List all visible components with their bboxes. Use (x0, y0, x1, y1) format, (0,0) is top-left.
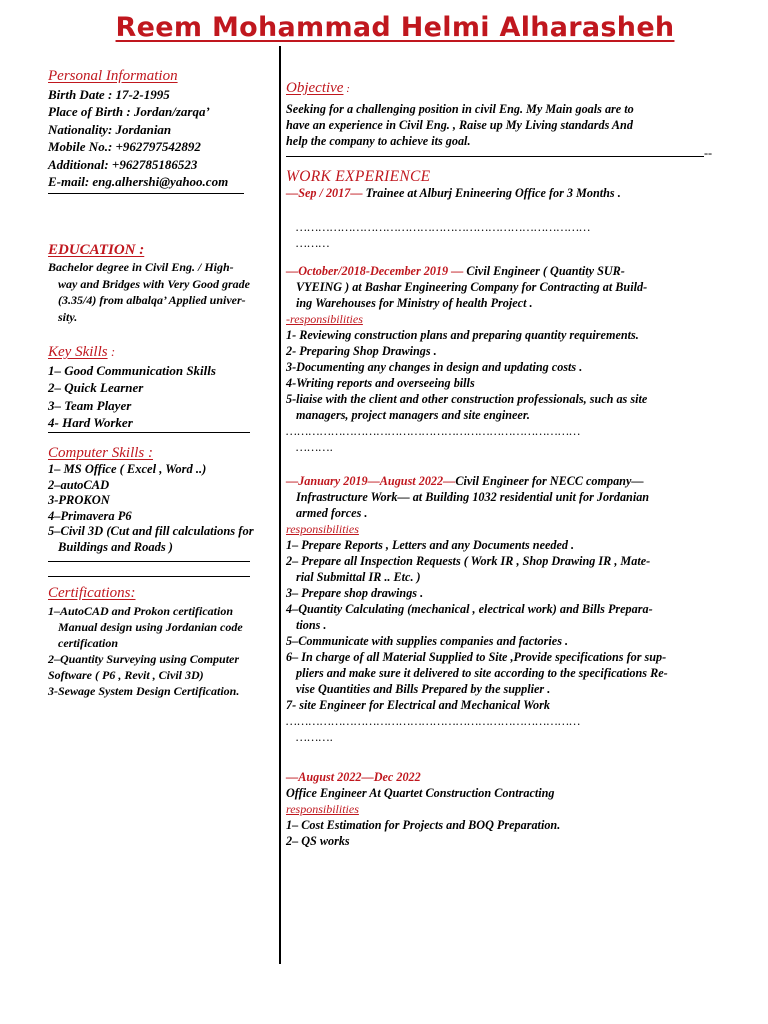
responsibility-item: 1– Cost Estimation for Projects and BOQ Preparation. (286, 818, 561, 832)
job-quartet-period: —August 2022—Dec 2022 (286, 770, 421, 784)
computer-skill-item: 1– MS Office ( Excel , Word ..) (48, 462, 207, 476)
responsibility-item: rial Submittal IR .. Etc. ) (296, 570, 421, 584)
job-bashar: —October/2018-December 2019 — Civil Engineer ( Quantity SUR- (286, 264, 625, 278)
objective-line: Seeking for a challenging position in civil Eng. My Main goals are to (286, 102, 634, 116)
skill-item: 4- Hard Worker (48, 415, 133, 430)
responsibility-item: 2- Preparing Shop Drawings . (286, 344, 437, 358)
email: E-mail: eng.alhershi@yahoo.com (48, 174, 229, 189)
computer-skill-item: Buildings and Roads ) (58, 539, 173, 554)
computer-skills-heading: Computer Skills : (48, 444, 153, 461)
education-line: Bachelor degree in Civil Eng. / High- (48, 260, 234, 274)
certification-line: Software ( P6 , Revit , Civil 3D) (48, 667, 204, 682)
education-heading: EDUCATION : (48, 241, 145, 258)
responsibilities-label: responsibilities (286, 522, 359, 536)
skill-item: 3– Team Player (48, 397, 132, 413)
certification-line: 2–Quantity Surveying using Computer (48, 651, 240, 666)
job-necc-desc: armed forces . (296, 506, 368, 520)
objective-line: help the company to achieve its goal. (286, 134, 471, 148)
responsibility-item: 5–Communicate with supplies companies and factories . (286, 634, 569, 648)
computer-skill-item: 2–autoCAD (48, 477, 110, 492)
responsibility-item: 7- site Engineer for Electrical and Mechanical Work (286, 698, 550, 712)
responsibilities-label: responsibilities (286, 802, 359, 816)
mobile-number: Mobile No.: +962797542892 (48, 139, 201, 154)
objective-heading: Objective : (286, 80, 350, 96)
candidate-name: Reem Mohammad Helmi Alharasheh (115, 12, 675, 43)
responsibility-item: pliers and make sure it delivered to site according to the specifications Re- (296, 666, 668, 680)
responsibility-item: 1– Prepare Reports , Letters and any Documents needed . (286, 538, 575, 552)
education-line: (3.35/4) from albalqa’ Applied univer- (58, 293, 246, 307)
responsibility-item: 3– Prepare shop drawings . (286, 586, 424, 600)
dotted-separator: ……… (296, 236, 331, 250)
responsibility-item: 2– QS works (286, 834, 350, 848)
job-necc: —January 2019—August 2022—Civil Engineer for NECC company— (286, 474, 644, 488)
skill-item: 1– Good Communication Skills (48, 362, 216, 378)
education-line: way and Bridges with Very Good grade (58, 276, 251, 291)
right-column (286, 80, 716, 849)
dotted-separator: …………………………………………………………………… (286, 714, 581, 728)
responsibility-item: tions . (296, 618, 327, 632)
dotted-separator: ………. (296, 440, 334, 454)
responsibility-item: 5-liaise with the client and other construction professionals, such as site (286, 392, 648, 406)
certification-line: 1–AutoCAD and Prokon certification (48, 603, 234, 618)
key-skills-heading: Key Skills : (48, 344, 116, 360)
responsibility-item: vise Quantities and Bills Prepared by the supplier . (296, 682, 551, 696)
dotted-separator: ………. (296, 730, 334, 744)
computer-skill-item: 5–Civil 3D (Cut and fill calculations for (48, 524, 254, 538)
responsibility-item: 4–Quantity Calculating (mechanical , electrical work) and Bills Prepara- (286, 602, 653, 616)
education-line: sity. (58, 309, 78, 324)
certification-line: 3-Sewage System Design Certification. (48, 683, 240, 698)
dotted-separator: …………………………………………………………………… (296, 220, 591, 234)
responsibility-item: 2– Prepare all Inspection Requests ( Work IR , Shop Drawing IR , Mate- (286, 554, 651, 568)
additional-number: Additional: +962785186523 (48, 156, 198, 172)
dotted-separator: …………………………………………………………………… (286, 424, 581, 438)
computer-skill-item: 4–Primavera P6 (48, 508, 132, 523)
responsibility-item: 4-Writing reports and overseeing bills (286, 376, 475, 390)
left-column (48, 68, 274, 699)
certification-line: Manual design using Jordanian code (58, 619, 243, 634)
place-of-birth: Place of Birth : Jordan/zarqa’ (48, 104, 210, 119)
nationality: Nationality: Jordanian (48, 121, 172, 137)
skill-item: 2– Quick Learner (48, 380, 144, 395)
objective-line: have an experience in Civil Eng. , Raise up My Living standards And (286, 118, 633, 132)
job-trainee: —Sep / 2017— Trainee at Alburj Enineering Office for 3 Months . (286, 186, 621, 200)
objective-divider: -- (286, 149, 716, 157)
responsibility-item: managers, project managers and site engineer. (296, 408, 530, 422)
job-quartet-desc: Office Engineer At Quartet Construction Contracting (286, 786, 555, 800)
computer-skill-item: 3-PROKON (48, 493, 110, 507)
certification-line: certification (58, 635, 118, 650)
job-bashar-desc: ing Warehouses for Ministry of health Project . (296, 296, 533, 310)
certifications-heading: Certifications: (48, 585, 136, 601)
job-necc-desc: Infrastructure Work— at Building 1032 residential unit for Jordanian (296, 490, 650, 504)
birth-date: Birth Date : 17-2-1995 (48, 86, 170, 102)
responsibilities-label: -responsibilities (286, 312, 363, 326)
responsibility-item: 3-Documenting any changes in design and updating costs . (286, 360, 583, 374)
work-experience-heading: WORK EXPERIENCE (286, 168, 431, 185)
responsibility-item: 1- Reviewing construction plans and preparing quantity requirements. (286, 328, 639, 342)
personal-info-heading: Personal Information (48, 68, 178, 84)
section-divider (48, 561, 250, 562)
responsibility-item: 6– In charge of all Material Supplied to Site ,Provide specifications for sup- (286, 650, 667, 664)
job-bashar-desc: VYEING ) at Bashar Engineering Company for Contracting at Build- (296, 280, 648, 294)
column-divider (279, 46, 281, 964)
